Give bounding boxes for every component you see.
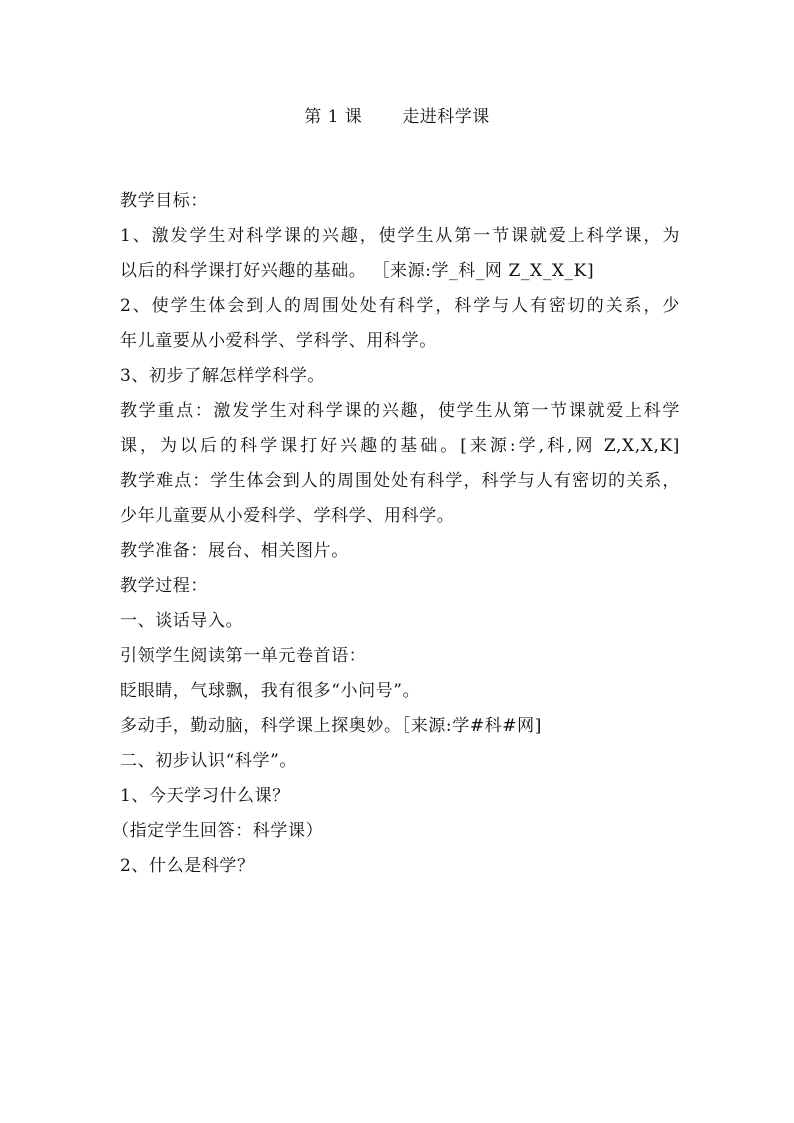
paragraph-line: 眨眼睛，气球飘，我有很多“小问号”。 xyxy=(120,681,421,701)
paragraph-line-key-points: 教学重点：激发学生对科学课的兴趣，使学生从第一节课就爱上科学 xyxy=(120,401,680,421)
paragraph-line: 3、初步了解怎样学科学。 xyxy=(120,366,326,386)
paragraph-line: 少年儿童要从小爱科学、学科学、用科学。 xyxy=(120,506,455,526)
paragraph-line: 以后的科学课打好兴趣的基础。 ［来源:学_科_网 Z_X_X_K] xyxy=(120,261,595,281)
paragraph-line: 2、什么是科学？ xyxy=(120,856,255,876)
document-body xyxy=(112,184,680,884)
paragraph-line: 多动手，勤动脑，科学课上探奥妙。［来源:学#科#网] xyxy=(120,716,542,736)
section-heading-objectives: 教学目标： xyxy=(120,191,208,211)
paragraph-line: 2、使学生体会到人的周围处处有科学，科学与人有密切的关系，少 xyxy=(120,296,680,316)
lesson-title xyxy=(0,102,794,127)
paragraph-line: 1、今天学习什么课？ xyxy=(120,786,290,806)
paragraph-line: 引领学生阅读第一单元卷首语： xyxy=(120,646,367,666)
section-heading-process: 教学过程： xyxy=(120,576,208,596)
subsection-heading: 二、初步认识“科学”。 xyxy=(120,751,297,771)
subsection-heading: 一、谈话导入。 xyxy=(120,611,244,631)
paragraph-line: 年儿童要从小爱科学、学科学、用科学。 xyxy=(120,331,437,351)
paragraph-line: 1、激发学生对科学课的兴趣，使学生从第一节课就爱上科学课，为 xyxy=(120,226,680,246)
paragraph-line: 课，为以后的科学课打好兴趣的基础。[来源:学,科,网 Z,X,X,K] xyxy=(120,436,680,456)
lesson-name: 走进科学课 xyxy=(402,107,490,127)
paragraph-line: （指定学生回答：科学课） xyxy=(112,821,324,841)
lesson-number: 第 1 课 xyxy=(304,107,363,127)
paragraph-line-preparation: 教学准备：展台、相关图片。 xyxy=(120,541,349,561)
paragraph-line-difficulties: 教学难点：学生体会到人的周围处处有科学，科学与人有密切的关系， xyxy=(120,471,680,491)
